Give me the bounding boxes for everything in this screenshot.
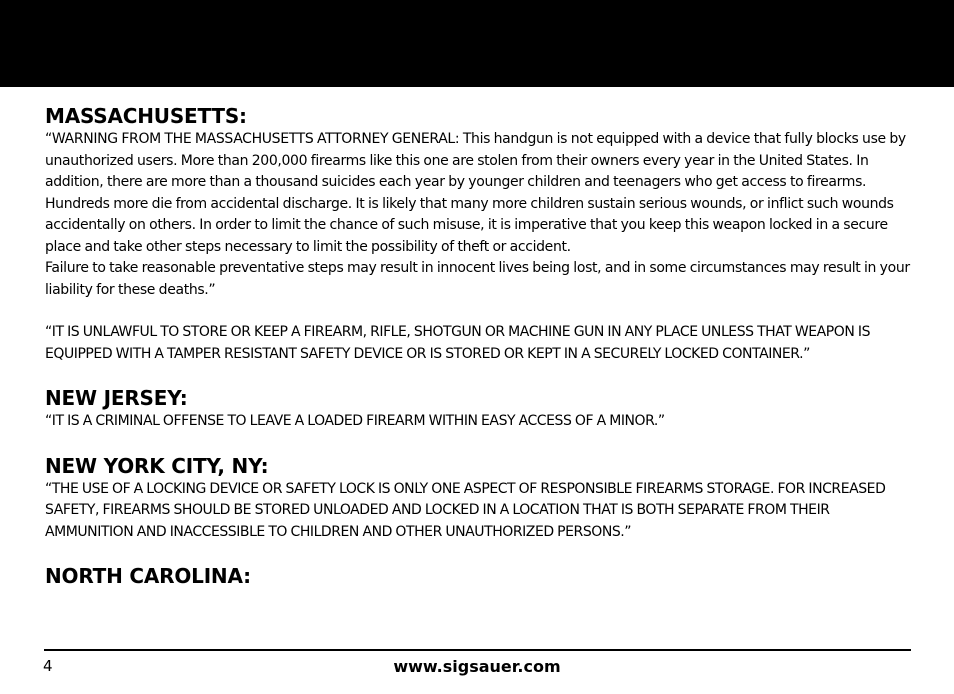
spacer	[45, 301, 911, 322]
header-bar	[0, 0, 954, 87]
massachusetts-warning-paragraph: “WARNING FROM THE MASSACHUSETTS ATTORNEY GENERAL: This handgun is not equipped with a device that fully blocks use by unauthorized users. More than 200,000 firearms like this one are stolen from their owners every year in the United States. In addition, there are more than a thousand suicides each year by younger children and teenagers who get access to firearms. Hundreds more die from accidental discharge. It is likely that many more children sustain serious wounds, or inflict such wounds accidentally on others. In order to limit the chance of such misuse, it is imperative that you keep this weapon locked in a secure place and take other steps necessary to limit the possibility of theft or accident.	[45, 131, 906, 255]
document-body	[45, 103, 911, 589]
spacer	[45, 433, 911, 453]
footer-divider	[44, 649, 911, 651]
heading-new-york-city: NEW YORK CITY, NY:	[45, 453, 269, 478]
heading-north-carolina: NORTH CAROLINA:	[45, 564, 251, 588]
massachusetts-storage-paragraph: “IT IS UNLAWFUL TO STORE OR KEEP A FIREARM, RIFLE, SHOTGUN OR MACHINE GUN IN ANY PLACE UNLESS THAT WEAPON IS EQUIPPED WITH A TAMPER RESISTANT SAFETY DEVICE OR IS STORED OR KEPT IN A SECURELY LOCKED CONTAINER.”	[45, 324, 871, 362]
footer-website-url: www.sigsauer.com	[393, 657, 561, 676]
spacer	[45, 365, 911, 385]
massachusetts-liability-paragraph: Failure to take reasonable preventative steps may result in innocent lives being lost, and in some circumstances may result in your liability for these deaths.”	[45, 260, 910, 298]
heading-new-jersey: NEW JERSEY:	[45, 386, 188, 410]
page-number: 4	[43, 657, 53, 675]
heading-massachusetts: MASSACHUSETTS:	[45, 104, 247, 128]
new-jersey-paragraph: “IT IS A CRIMINAL OFFENSE TO LEAVE A LOADED FIREARM WITHIN EASY ACCESS OF A MINOR.”	[45, 413, 665, 429]
new-york-city-paragraph: “THE USE OF A LOCKING DEVICE OR SAFETY LOCK IS ONLY ONE ASPECT OF RESPONSIBLE FIREARMS STORAGE. FOR INCREASED SAFETY, FIREARMS SHOULD BE STORED UNLOADED AND LOCKED IN A LOCATION THAT IS BOTH SEPARATE FROM THEIR AMMUNITION AND INACCESSIBLE TO CHILDREN AND OTHER UNAUTHORIZED PERSONS.”	[45, 480, 886, 540]
spacer	[45, 543, 911, 563]
